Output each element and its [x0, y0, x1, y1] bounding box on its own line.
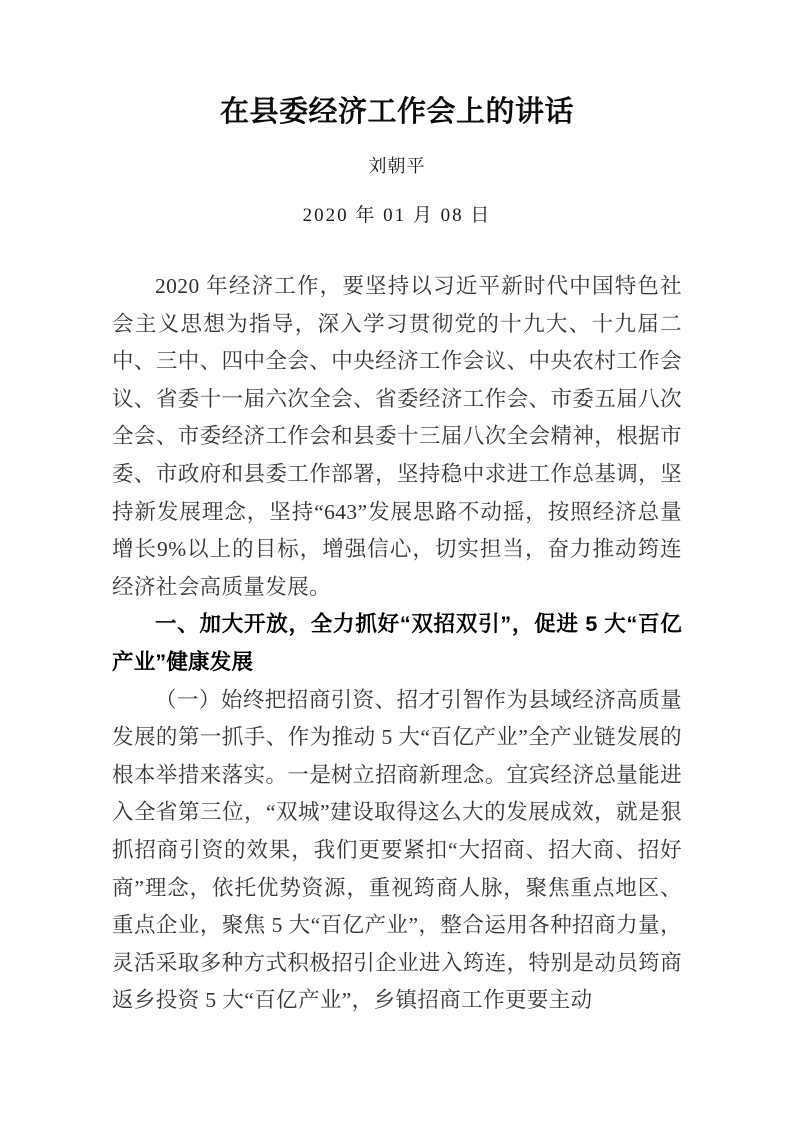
- body-paragraph: 2020 年经济工作，要坚持以习近平新时代中国特色社会主义思想为指导，深入学习贯彻党的十九大、十九届二中、三中、四中全会、中央经济工作会议、中央农村工作会议、省委十一届六次全会、省委经济工作会、市委五届八次全会、市委经济工作会和县委十三届八次全会精神，根据市委、市政府和县委工作部署，坚持稳中求进工作总基调，坚持新发展理念，坚持“643”发展思路不动摇，按照经济总量增长9%以上的目标，增强信心，切实担当，奋力推动筠连经济社会高质量发展。: [112, 274, 682, 599]
- document-date: 2020 年 01 月 08 日: [302, 205, 492, 226]
- body-paragraph: （一）始终把招商引资、招才引智作为县域经济高质量发展的第一抓手、作为推动 5 大“百亿产业”全产业链发展的根本举措来落实。一是树立招商新理念。宜宾经济总量能进入全省第三位，“双城”建设取得这么大的发展成效，就是狠抓招商引资的效果，我们更要紧扣“大招商、招大商、招好商”理念，依托优势资源，重视筠商人脉，聚焦重点地区、重点企业，聚焦 5 大“百亿产业”，整合运用各种招商力量，灵活采取多种方式积极招引企业进入筠连，特别是动员筠商返乡投资 5 大“百亿产业”，乡镇招商工作更要主动: [112, 687, 682, 1013]
- document-body: [112, 230, 682, 1020]
- author-byline: 刘朝平: [368, 156, 426, 176]
- document-content: [112, 0, 682, 1020]
- page-title: 在县委经济工作会上的讲话: [219, 96, 574, 128]
- section-heading: 一、加大开放，全力抓好“双招双引”，促进 5 大“百亿产业”健康发展: [112, 612, 682, 674]
